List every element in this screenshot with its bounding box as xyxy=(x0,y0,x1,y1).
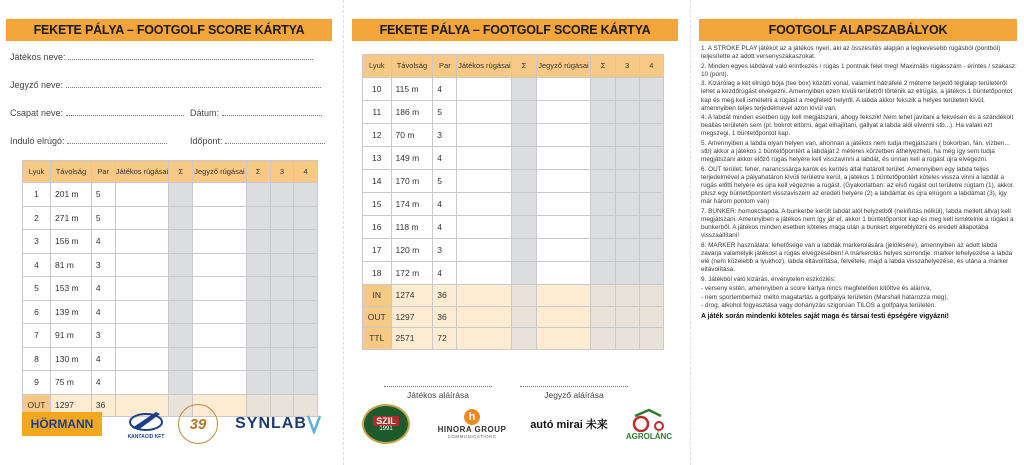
score-cell[interactable] xyxy=(512,328,536,350)
table-row xyxy=(363,216,664,239)
hole-cell: 2 xyxy=(23,206,51,230)
score-cell[interactable] xyxy=(639,193,663,216)
score-cell[interactable] xyxy=(270,324,294,348)
score-cell[interactable] xyxy=(294,183,318,207)
hole-cell: 1 xyxy=(23,183,51,207)
distance-cell: 139 m xyxy=(50,300,91,324)
rule-item: 2. Minden egyes labdával való érintkezés / rúgás 1 pontnak felel meg! Maximális rúgásszám - érintés / szakasz: 10 (pont). xyxy=(701,62,1017,78)
distance-cell: 170 m xyxy=(391,170,433,193)
par-cell: 4 xyxy=(433,262,457,285)
date-field[interactable]: Dátum: xyxy=(190,108,322,118)
score-cell[interactable] xyxy=(536,306,591,328)
par-cell: 4 xyxy=(433,78,457,101)
score-cell[interactable] xyxy=(270,347,294,371)
column-header: Jegyző rúgásai xyxy=(193,161,247,183)
column-header: Σ xyxy=(169,161,193,183)
score-cell[interactable] xyxy=(115,324,169,348)
distance-cell: 130 m xyxy=(50,347,91,371)
sum-row xyxy=(363,285,664,307)
score-cell[interactable] xyxy=(536,193,591,216)
score-cell[interactable] xyxy=(512,170,536,193)
rules-title: FOOTGOLF ALAPSZABÁLYOK xyxy=(768,23,948,37)
rule-item: - drog, alkohol fogyasztása vagy dohányzás szigorúan TILOS a golfpálya területén. xyxy=(701,302,937,310)
distance-cell: 91 m xyxy=(50,324,91,348)
score-cell[interactable] xyxy=(115,277,169,301)
sum-row xyxy=(363,328,664,350)
score-cell[interactable] xyxy=(169,206,193,230)
rule-item: 4. A labdát minden esetben úgy kell megjátszani, ahogy fekszik! Nem lehet javítani a fekvésén és a szándékolt beállás területén sem (pl. bokrot eltörni, ágat elhajlítani, gallyat a labda alól elvenni stb...). Ha valaki ezt megszegi, 1 büntetőpontot kap. xyxy=(701,114,1014,138)
score-cell[interactable] xyxy=(115,206,169,230)
score-cell[interactable] xyxy=(536,239,591,262)
score-cell[interactable] xyxy=(246,206,270,230)
hole-cell: OUT xyxy=(363,306,392,328)
distance-cell: 201 m xyxy=(50,183,91,207)
score-cell[interactable] xyxy=(457,170,512,193)
distance-cell: 1297 xyxy=(391,306,433,328)
par-cell: 4 xyxy=(91,347,115,371)
score-cell[interactable] xyxy=(294,206,318,230)
column-header: 3 xyxy=(615,55,639,78)
score-cell[interactable] xyxy=(615,147,639,170)
score-cell[interactable] xyxy=(270,230,294,254)
score-cell[interactable] xyxy=(615,193,639,216)
score-cell[interactable] xyxy=(169,347,193,371)
agrolanc-logo: AGROLÁNC xyxy=(620,402,678,446)
start-hole-field[interactable]: Induló elrúgó: xyxy=(10,136,167,146)
score-cell[interactable] xyxy=(115,300,169,324)
hole-cell: 14 xyxy=(363,170,392,193)
score-cell[interactable] xyxy=(512,147,536,170)
rules-list xyxy=(701,45,1019,322)
score-cell[interactable] xyxy=(457,101,512,124)
par-cell: 36 xyxy=(433,306,457,328)
par-cell: 5 xyxy=(91,183,115,207)
par-cell: 4 xyxy=(91,371,115,395)
column-header: Távolság xyxy=(50,161,91,183)
score-cell[interactable] xyxy=(512,306,536,328)
table-row xyxy=(363,78,664,101)
rule-item: - verseny estén, amennyiben a score kártya nincs megfelelően kitöltve és aláírva, xyxy=(701,285,932,293)
score-cell[interactable] xyxy=(536,262,591,285)
column-header: Játékos rúgásai xyxy=(457,55,512,78)
par-cell: 5 xyxy=(433,101,457,124)
table-row xyxy=(23,371,318,395)
score-cell[interactable] xyxy=(591,147,615,170)
team-name-field[interactable]: Csapat neve: xyxy=(10,108,184,118)
score-cell[interactable] xyxy=(591,216,615,239)
hole-cell: 8 xyxy=(23,347,51,371)
score-cell[interactable] xyxy=(270,277,294,301)
rules-panel xyxy=(690,0,1024,465)
score-cell[interactable] xyxy=(591,78,615,101)
score-cell[interactable] xyxy=(639,170,663,193)
score-cell[interactable] xyxy=(457,147,512,170)
hole-cell: 7 xyxy=(23,324,51,348)
score-cell[interactable] xyxy=(457,328,512,350)
score-cell[interactable] xyxy=(270,183,294,207)
hole-cell: IN xyxy=(363,285,392,307)
score-cell[interactable] xyxy=(294,371,318,395)
score-cell[interactable] xyxy=(615,328,639,350)
score-cell[interactable] xyxy=(512,193,536,216)
column-header: Jegyző rúgásai xyxy=(536,55,591,78)
column-header: Játékos rúgásai xyxy=(115,161,169,183)
player-signature[interactable]: Játékos aláírása xyxy=(384,379,492,400)
table-row xyxy=(23,230,318,254)
score-cell[interactable] xyxy=(169,324,193,348)
score-cell[interactable] xyxy=(246,300,270,324)
distance-cell: 172 m xyxy=(391,262,433,285)
score-cell[interactable] xyxy=(512,216,536,239)
score-cell[interactable] xyxy=(615,101,639,124)
column-header: Lyuk xyxy=(23,161,51,183)
score-cell[interactable] xyxy=(639,262,663,285)
score-cell[interactable] xyxy=(457,262,512,285)
hole-cell: 12 xyxy=(363,124,392,147)
scorer-name-field[interactable]: Jegyző neve: xyxy=(10,80,321,90)
score-cell[interactable] xyxy=(169,371,193,395)
hole-cell: 3 xyxy=(23,230,51,254)
score-cell[interactable] xyxy=(270,253,294,277)
score-cell[interactable] xyxy=(270,206,294,230)
score-cell[interactable] xyxy=(639,216,663,239)
score-card-front xyxy=(0,0,338,465)
score-cell[interactable] xyxy=(246,183,270,207)
par-cell: 4 xyxy=(433,147,457,170)
anniversary-logo: 39 xyxy=(178,404,218,444)
score-cell[interactable] xyxy=(639,285,663,307)
table-row xyxy=(363,101,664,124)
card-title: FEKETE PÁLYA – FOOTGOLF SCORE KÁRTYA xyxy=(33,23,305,37)
score-cell[interactable] xyxy=(193,324,247,348)
kantacid-logo: KANTACID KFT xyxy=(118,404,174,444)
score-cell[interactable] xyxy=(294,300,318,324)
par-cell: 5 xyxy=(433,170,457,193)
score-cell[interactable] xyxy=(536,78,591,101)
distance-cell: 156 m xyxy=(50,230,91,254)
score-cell[interactable] xyxy=(457,216,512,239)
distance-cell: 174 m xyxy=(391,193,433,216)
score-cell[interactable] xyxy=(536,285,591,307)
distance-cell: 75 m xyxy=(50,371,91,395)
score-cell[interactable] xyxy=(457,78,512,101)
score-cell[interactable] xyxy=(639,147,663,170)
score-cell[interactable] xyxy=(193,253,247,277)
score-cell[interactable] xyxy=(591,170,615,193)
score-cell[interactable] xyxy=(193,183,247,207)
hole-cell: 13 xyxy=(363,147,392,170)
distance-cell: 149 m xyxy=(391,147,433,170)
score-cell[interactable] xyxy=(536,328,591,350)
score-cell[interactable] xyxy=(115,253,169,277)
hole-cell: 5 xyxy=(23,277,51,301)
score-cell[interactable] xyxy=(615,124,639,147)
score-cell[interactable] xyxy=(270,300,294,324)
rule-item: 6. OUT terület: fehér, narancssárga karók és kerítés által határolt terület. Amennyiben egy labda teljes terjedelmével a pályahatáron kívüli területre kerül, a játékos 1 büntetőpontért köteles vissza vinni a labdát a rúgás előtti helyére és újra kell végeznie a rúgást. (Gyakorlatban: az első rúgást out területre rúgtam (1), akkor plusz egy büntetőpontért visszaviszem az eredeti helyére (2) a labdámat és újra elrúgom a labdámat (3), így már három pontom van) xyxy=(701,165,1013,206)
distance-cell: 118 m xyxy=(391,216,433,239)
par-cell: 36 xyxy=(91,394,115,416)
hole-cell: 10 xyxy=(363,78,392,101)
par-cell: 3 xyxy=(91,324,115,348)
hole-cell: 18 xyxy=(363,262,392,285)
synlab-check-icon xyxy=(307,414,321,434)
score-cell[interactable] xyxy=(536,124,591,147)
table-row xyxy=(363,193,664,216)
distance-cell: 153 m xyxy=(50,277,91,301)
column-header: 3 xyxy=(270,161,294,183)
score-cell[interactable] xyxy=(115,347,169,371)
hole-cell: 17 xyxy=(363,239,392,262)
score-cell[interactable] xyxy=(536,101,591,124)
distance-cell: 271 m xyxy=(50,206,91,230)
score-cell[interactable] xyxy=(294,230,318,254)
distance-cell: 2571 xyxy=(391,328,433,350)
time-field[interactable]: Időpont: xyxy=(190,136,325,146)
score-cell[interactable] xyxy=(193,230,247,254)
score-cell[interactable] xyxy=(591,239,615,262)
score-cell[interactable] xyxy=(591,328,615,350)
score-cell[interactable] xyxy=(615,262,639,285)
sum-row xyxy=(363,306,664,328)
par-cell: 3 xyxy=(433,239,457,262)
hormann-logo: HÖRMANN xyxy=(22,412,102,436)
score-cell[interactable] xyxy=(512,239,536,262)
distance-cell: 1297 xyxy=(50,394,91,416)
score-cell[interactable] xyxy=(639,239,663,262)
hole-cell: TTL xyxy=(363,328,392,350)
distance-cell: 186 m xyxy=(391,101,433,124)
rule-item: 3. Kizárólag a két elrúgó bója (tee box) közötti vonal, valamint hátrafelé 2 méterre terjedő téglalap területéről lehet a kezdőrúgást elvégezni. Amennyiben ezen kívüli területről történik az elrúgás, a játékos 1 büntetőpontot kap és meg kell ismételni a rúgást a megfelelő helyről. A labda akkor fekszik a helyes területen kívül, amennyiben teljes terjedelmével azon kívül van. xyxy=(701,80,1013,112)
score-cell[interactable] xyxy=(591,101,615,124)
hole-cell: 16 xyxy=(363,216,392,239)
synlab-logo: SYNLAB xyxy=(232,412,324,436)
table-row xyxy=(23,347,318,371)
table-row xyxy=(23,277,318,301)
distance-cell: 1274 xyxy=(391,285,433,307)
score-cell[interactable] xyxy=(615,306,639,328)
column-header: Par xyxy=(91,161,115,183)
score-cell[interactable] xyxy=(294,347,318,371)
table-row xyxy=(363,239,664,262)
rule-item: 7. BUNKER: homokcsapda. A bunkerbe került labdát alól helyzetből (nekifutás nélkül), labda mellett állva) kell megjátszani. Amennyiben a játékos nem így jár el, akkor 1 büntetőpontot kap és meg kell ismételnie a rúgást a bunkerből. A játékos minden esetben köteles maga után a bunkert elgereblyézni és eredeti állapotába visszaállítani! xyxy=(701,207,1014,240)
score-cell[interactable] xyxy=(536,147,591,170)
scorer-signature[interactable]: Jegyző aláírása xyxy=(520,379,628,400)
score-cell[interactable] xyxy=(246,371,270,395)
score-cell[interactable] xyxy=(457,239,512,262)
rule-item: 1. A STROKE PLAY játékot az a játékos nyeri, aki az összesítés alapján a legkevesebb rúgásból (pontból) teljesítette az adott versenyszakaszokat. xyxy=(701,45,1001,61)
table-row xyxy=(363,170,664,193)
score-cell[interactable] xyxy=(193,300,247,324)
score-cell[interactable] xyxy=(169,277,193,301)
rules-title-banner xyxy=(699,19,1017,41)
column-header: Távolság xyxy=(391,55,433,78)
score-cell[interactable] xyxy=(615,170,639,193)
front-nine-table xyxy=(22,160,318,417)
table-row xyxy=(23,324,318,348)
score-cell[interactable] xyxy=(457,193,512,216)
score-cell[interactable] xyxy=(639,328,663,350)
score-cell[interactable] xyxy=(639,78,663,101)
par-cell: 3 xyxy=(433,124,457,147)
score-cell[interactable] xyxy=(615,285,639,307)
column-header: Σ xyxy=(591,55,615,78)
score-cell[interactable] xyxy=(169,230,193,254)
score-cell[interactable] xyxy=(512,101,536,124)
par-cell: 4 xyxy=(433,216,457,239)
score-cell[interactable] xyxy=(115,183,169,207)
szil-logo: SZIL 1991 xyxy=(362,404,410,444)
score-cell[interactable] xyxy=(591,124,615,147)
score-cell[interactable] xyxy=(193,371,247,395)
par-cell: 3 xyxy=(91,253,115,277)
score-cell[interactable] xyxy=(193,347,247,371)
hole-cell: 4 xyxy=(23,253,51,277)
score-cell[interactable] xyxy=(169,300,193,324)
column-header: 4 xyxy=(639,55,663,78)
distance-cell: 81 m xyxy=(50,253,91,277)
table-row xyxy=(23,300,318,324)
table-row xyxy=(23,183,318,207)
score-cell[interactable] xyxy=(294,277,318,301)
rule-item: - nem sportemberhez méltó magatartás a golfpálya területén (Marshall határozza meg), xyxy=(701,293,949,301)
column-header: 4 xyxy=(294,161,318,183)
table-row xyxy=(23,206,318,230)
score-cell[interactable] xyxy=(615,239,639,262)
hole-cell: 15 xyxy=(363,193,392,216)
score-cell[interactable] xyxy=(512,124,536,147)
table-row xyxy=(363,147,664,170)
card-title: FEKETE PÁLYA – FOOTGOLF SCORE KÁRTYA xyxy=(379,23,651,37)
score-cell[interactable] xyxy=(591,285,615,307)
score-cell[interactable] xyxy=(169,253,193,277)
automirai-logo: autó mirai 未来 xyxy=(530,419,608,431)
hole-cell: OUT xyxy=(23,394,51,416)
column-header: Σ xyxy=(246,161,270,183)
table-row xyxy=(23,253,318,277)
kantacid-emblem-icon xyxy=(126,408,166,434)
distance-cell: 70 m xyxy=(391,124,433,147)
rule-item: 8. MARKER használata: lehetősége van a labdák markerolására (jelölésére), amennyiben az adott labda zavarja valamelyik játékost a rúgás elvégzésében! A markerolás helyes sorrendje: marker lehelyezése a labda elé (nem közelebb a lyukhoz), labda eltávolítása, felvétele, majd a labda visszahelyezése, és utána a marker eltávolítása. xyxy=(701,241,1013,274)
score-cell[interactable] xyxy=(246,277,270,301)
back-nine-table xyxy=(362,54,664,350)
par-cell: 4 xyxy=(433,193,457,216)
tractor-icon xyxy=(631,408,667,432)
score-cell[interactable] xyxy=(615,216,639,239)
score-cell[interactable] xyxy=(169,183,193,207)
score-cell[interactable] xyxy=(512,262,536,285)
card-title-banner xyxy=(6,19,332,41)
score-cell[interactable] xyxy=(246,347,270,371)
rule-item: 5. Amennyiben a labda olyan helyen van, ahonnan a játékos nem tudja megjátszani ( bokorban, fán, vízben... stb) akkor a játékos 1 büntetőpontért a labdáját 2 méteres körzetben áthelyezheti, ha még így sem tudja megjátszani akkor előző rúgás helyére kell visszavinni a labdát, és onnan kell a rúgást újra elvégezni. xyxy=(701,139,1010,164)
safety-note: A játék során mindenki köteles saját maga és társai testi épségére vigyázni! xyxy=(701,312,949,320)
score-cell[interactable] xyxy=(193,206,247,230)
score-cell[interactable] xyxy=(591,262,615,285)
distance-cell: 115 m xyxy=(391,78,433,101)
hinora-emblem-icon: h xyxy=(464,409,480,425)
score-cell[interactable] xyxy=(457,285,512,307)
score-cell[interactable] xyxy=(512,285,536,307)
score-cell[interactable] xyxy=(536,216,591,239)
par-cell: 36 xyxy=(433,285,457,307)
par-cell: 4 xyxy=(91,300,115,324)
score-cell[interactable] xyxy=(591,193,615,216)
score-cell[interactable] xyxy=(246,253,270,277)
score-cell[interactable] xyxy=(536,170,591,193)
score-cell[interactable] xyxy=(246,230,270,254)
player-name-field[interactable]: Játékos neve: xyxy=(10,52,313,62)
score-cell[interactable] xyxy=(615,78,639,101)
distance-cell: 120 m xyxy=(391,239,433,262)
score-cell[interactable] xyxy=(639,306,663,328)
par-cell: 4 xyxy=(91,277,115,301)
column-header: Lyuk xyxy=(363,55,392,78)
hinora-logo: h HINORA GROUP COMMUNICATIONS xyxy=(437,411,507,439)
score-card-back xyxy=(343,0,683,465)
score-cell[interactable] xyxy=(512,78,536,101)
par-cell: 5 xyxy=(91,206,115,230)
score-cell[interactable] xyxy=(294,253,318,277)
column-header: Par xyxy=(433,55,457,78)
hole-cell: 11 xyxy=(363,101,392,124)
card-title-banner xyxy=(352,19,678,41)
score-cell[interactable] xyxy=(294,324,318,348)
score-cell[interactable] xyxy=(193,277,247,301)
score-cell[interactable] xyxy=(457,306,512,328)
score-cell[interactable] xyxy=(115,371,169,395)
rule-item: 9. Játékból való kizárás, érvénytelen eszközlés: xyxy=(701,275,836,283)
score-cell[interactable] xyxy=(115,230,169,254)
table-row xyxy=(363,262,664,285)
score-cell[interactable] xyxy=(457,124,512,147)
hole-cell: 6 xyxy=(23,300,51,324)
score-cell[interactable] xyxy=(246,324,270,348)
hole-cell: 9 xyxy=(23,371,51,395)
par-cell: 72 xyxy=(433,328,457,350)
score-cell[interactable] xyxy=(639,101,663,124)
table-row xyxy=(363,124,664,147)
score-cell[interactable] xyxy=(591,306,615,328)
par-cell: 4 xyxy=(91,230,115,254)
score-cell[interactable] xyxy=(639,124,663,147)
column-header: Σ xyxy=(512,55,536,78)
score-cell[interactable] xyxy=(270,371,294,395)
